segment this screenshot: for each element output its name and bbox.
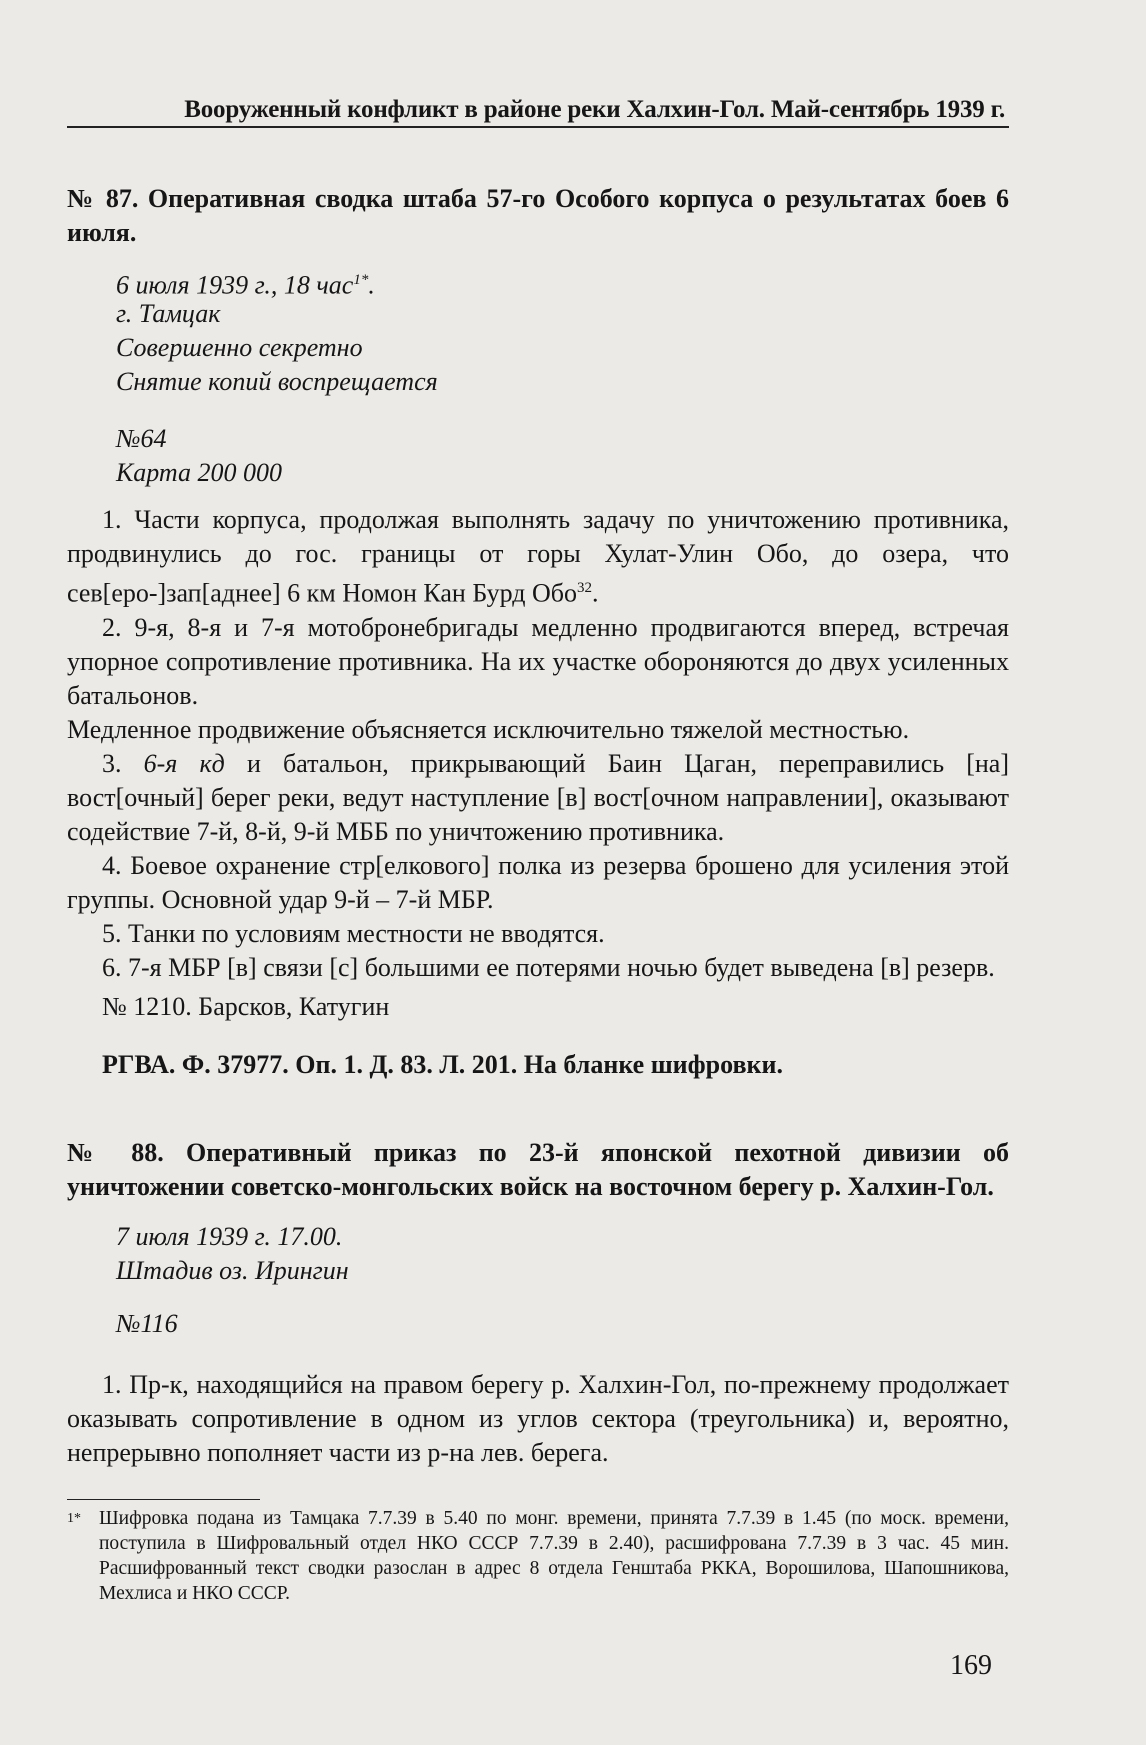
footnote-rule bbox=[67, 1499, 260, 1500]
doc87-signature: № 1210. Барсков, Катугин bbox=[102, 992, 390, 1021]
doc87-date-footnote-mark: 1* bbox=[353, 272, 369, 288]
doc87-paragraph-5: 5. Танки по условиям местности не вводятся. bbox=[102, 918, 605, 948]
doc87-paragraph-6: 6. 7-я МБР [в] связи [с] большими ее потерями ночью будет выведена [в] резерв. bbox=[102, 952, 995, 982]
doc87-title: № 87. Оперативная сводка штаба 57-го Особого корпуса о результатах боев 6 июля. bbox=[67, 184, 1009, 247]
footnote-mark: 1* bbox=[67, 1511, 81, 1526]
doc87-date-text: 6 июля 1939 г., 18 час bbox=[116, 270, 354, 300]
doc87-secrecy: Совершенно секретно bbox=[116, 333, 363, 362]
doc87-copy-note: Снятие копий воспрещается bbox=[116, 367, 438, 396]
doc87-body bbox=[67, 503, 1009, 985]
header-rule bbox=[67, 126, 1009, 128]
doc87-p1-end: . bbox=[592, 578, 599, 608]
doc88-paragraph-1: 1. Пр-к, находящийся на правом берегу р. Халхин-Гол, по-прежнему продолжает оказывать сопротивление в одном из углов сектора (треугольника) и, вероятно, непрерывно пополняет части из р-на лев. берега. bbox=[67, 1370, 1009, 1467]
footnote-text: Шифровка подана из Тамцака 7.7.39 в 5.40 по монг. времени, принята 7.7.39 в 1.45 (по моск. времени, поступила в Шифровальный отдел НКО СССР 7.7.39 в 2.40), расшифрована 7.7.39 в 3 час. 45 мин. Расшифрованный текст сводки разослан в адрес 8 отдела Генштаба РККА, Ворошилова, Шапошникова, Мехлиса и НКО СССР. bbox=[99, 1508, 1009, 1604]
doc87-number: №64 bbox=[116, 424, 167, 453]
doc88-body bbox=[67, 1368, 1009, 1470]
doc87-paragraph-4: 4. Боевое охранение стр[елкового] полка из резерва брошено для усиления этой группы. Основной удар 9-й – 7-й МБР. bbox=[67, 850, 1009, 914]
doc87-map: Карта 200 000 bbox=[116, 458, 283, 487]
doc88-date: 7 июля 1939 г. 17.00. bbox=[116, 1222, 343, 1251]
doc87-paragraph-3 bbox=[67, 747, 1009, 849]
doc88-title: № 88. Оперативный приказ по 23-й японской пехотной дивизии об уничтожении советско-монгольских войск на восточном берегу р. Халхин-Гол. bbox=[67, 1138, 1009, 1201]
doc88-number: №116 bbox=[116, 1309, 178, 1338]
doc87-p3-italic: 6-я кд bbox=[143, 748, 225, 778]
doc87-p1-text: 1. Части корпуса, продолжая выполнять задачу по уничтожению противника, продвинулись до гос. границы от горы Хулат-Улин Обо, до озера, что сев[еро-]зап[аднее] 6 км Номон Кан Бурд Обо bbox=[67, 505, 1009, 608]
doc87-p3-start: 3. bbox=[102, 748, 144, 778]
page-number: 169 bbox=[950, 1650, 992, 1681]
footnote bbox=[67, 1506, 1009, 1606]
doc87-paragraph-2: 2. 9-я, 8-я и 7-я мотобронебригады медленно продвигаются вперед, встречая упорное сопротивление противника. На их участке обороняются до двух усиленных батальонов. bbox=[67, 612, 1009, 710]
footnote-ref-32: 32 bbox=[577, 580, 593, 596]
doc87-p3-rest: и батальон, прикрывающий Баин Цаган, переправились [на] вост[очный] берег реки, ведут наступление [в] вост[очном направлении], оказывают содействие 7-й, 8-й, 9-й МББ по уничтожению противника. bbox=[67, 748, 1009, 846]
doc87-archive-source: РГВА. Ф. 37977. Оп. 1. Д. 83. Л. 201. На бланке шифровки. bbox=[102, 1050, 783, 1079]
doc87-place: г. Тамцак bbox=[116, 299, 221, 328]
running-head: Вооруженный конфликт в районе реки Халхин-Гол. Май-сентябрь 1939 г. bbox=[184, 96, 1005, 123]
doc88-place: Штадив оз. Ирингин bbox=[116, 1256, 349, 1285]
doc87-paragraph-1 bbox=[67, 503, 1009, 611]
doc87-date-end: . bbox=[368, 270, 375, 300]
doc87-paragraph-2b: Медленное продвижение объясняется исключительно тяжелой местностью. bbox=[67, 714, 910, 744]
